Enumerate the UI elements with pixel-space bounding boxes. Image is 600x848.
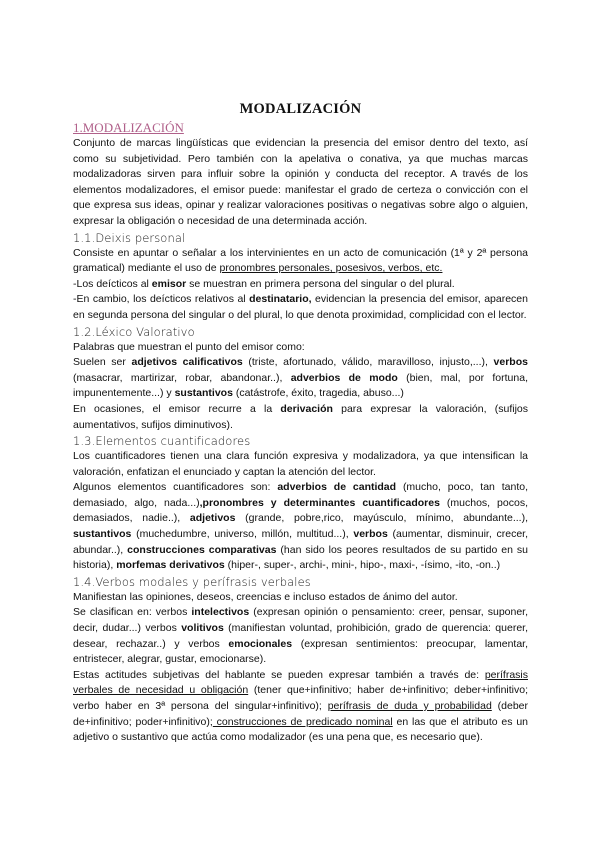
s14-paragraph-2: Se clasifican en: verbos intelectivos (expresan opinión o pensamiento: creer, pensar, suponer, decir, dudar...) verbos volitivos (manifiestan voluntad, prohibición, grado de querencia: querer, desear, rechazar..) y verbos emocionales (expresan sentimientos: preocupar, lamentar, entristecer, alegrar, gustar, emocionarse). [73,606,529,666]
section-heading-1-1: 1.1.Deixis personal [73,230,186,245]
s11-paragraph-1: Consiste en apuntar o señalar a los intervinientes en un acto de comunicación (1ª y 2ª persona gramatical) mediante el uso de pronombres personales, posesivos, verbos, etc. [73,246,528,275]
s11-paragraph-2: -Los deícticos al emisor se muestran en primera persona del singular o del plural. [73,277,455,290]
section-heading-1-2: 1.2.Léxico Valorativo [73,324,195,339]
s12-paragraph-2: Suelen ser adjetivos calificativos (triste, afortunado, válido, maravilloso, injusto,...), verbos (masacrar, martirizar, robar, abandonar..), adverbios de modo (bien, mal, por fortuna, impunentemente...) y sustantivos (catástrofe, éxito, tragedia, abuso...) [73,356,528,400]
page-title: MODALIZACIÓN [239,101,362,117]
s12-paragraph-3: En ocasiones, el emisor recurre a la derivación para expresar la valoración, (sufijos aumentativos, sufijos diminutivos). [73,402,528,431]
section-heading-1-3: 1.3.Elementos cuantificadores [73,434,251,449]
section1-paragraph: Conjunto de marcas lingüísticas que evidencian la presencia del emisor dentro del texto, así como su subjetividad. Pero también con la apelativa o conativa, ya que muchas marcas modalizadoras sirven para influir sobre la opinión y conducta del receptor. A través de los elementos modalizadores, el emisor puede: manifestar el grado de certeza o convicción con el que expresa sus ideas, opinar y realizar valoraciones positivas o negativas sobre algo o alguien, expresar la obligación o necesidad de una determinada acción. [73,137,528,227]
s13-paragraph-1: Los cuantificadores tienen una clara función expresiva y modalizadora, ya que intensifican la valoración, enfatizan el enunciado y captan la atención del lector. [73,450,528,478]
section-heading-1-4: 1.4.Verbos modales y perífrasis verbales [73,574,311,589]
s13-paragraph-2: Algunos elementos cuantificadores son: adverbios de cantidad (mucho, poco, tan tanto, demasiado, algo, nada...),pronombres y determinantes cuantificadores (muchos, pocos, demasiados, nadie..), adjetivos (grande, pobre,rico, mayúsculo, mínimo, abundante...), sustantivos (muchedumbre, universo, millón, multitud...), verbos (aumentar, disminuir, crecer, abundar..), construcciones comparativas (han sido los peores resultados de su partido en su historia), morfemas derivativos (hiper-, super-, archi-, mini-, hipo-, maxi-, -ísimo, -ito, -on..) [73,481,529,572]
underlined-phrase: pronombres personales, posesivos, verbos, etc. [219,262,443,275]
s14-paragraph-1: Manifiestan las opiniones, deseos, creencias e incluso estados de ánimo del autor. [73,590,458,603]
s12-paragraph-1: Palabras que muestran el punto del emisor como: [73,340,305,353]
document-page [73,100,528,746]
section-heading-1: 1.MODALIZACIÓN [73,120,184,135]
s11-paragraph-3: -En cambio, los deícticos relativos al destinatario, evidencian la presencia del emisor, aparecen en segunda persona del singular o del plural, lo que denota proximidad, complicidad con el lector. [73,293,528,321]
s14-paragraph-3: Estas actitudes subjetivas del hablante se pueden expresar también a través de: perífrasis verbales de necesidad u obligación (tener que+infinitivo; haber de+infinitivo; deber+infinitivo; verbo haber en 3ª persona del singular+infinitivo); perífrasis de duda y probabilidad (deber de+infinitivo; poder+infinitivo); construcciones de predicado nominal en las que el atributo es un adjetivo o sustantivo que actúa como modalizador (es una pena que, es necesario que). [73,668,528,744]
